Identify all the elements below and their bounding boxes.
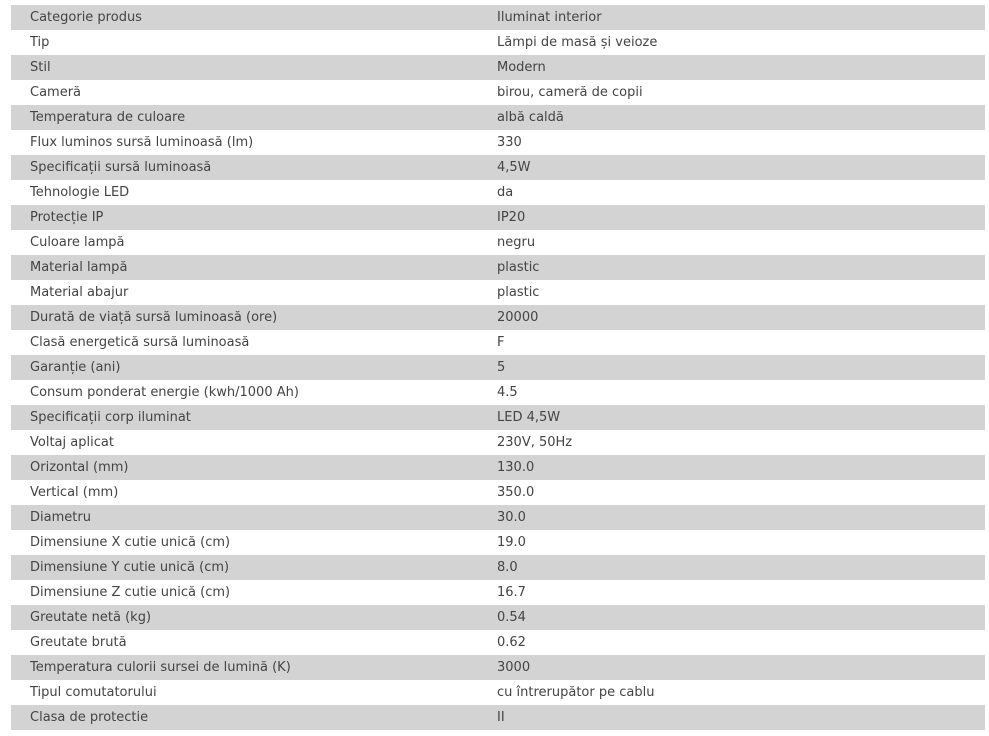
spec-row — [11, 455, 985, 480]
spec-value: 5 — [479, 355, 985, 380]
spec-row — [11, 180, 985, 205]
spec-label: Specificații sursă luminoasă — [11, 155, 479, 180]
spec-label: Material abajur — [11, 280, 479, 305]
spec-value: cu întrerupător pe cablu — [479, 680, 985, 705]
spec-value: 130.0 — [479, 455, 985, 480]
spec-value: 30.0 — [479, 505, 985, 530]
spec-label: Material lampă — [11, 255, 479, 280]
spec-label: Garanție (ani) — [11, 355, 479, 380]
spec-value: F — [479, 330, 985, 355]
spec-value: birou, cameră de copii — [479, 80, 985, 105]
spec-value: II — [479, 705, 985, 730]
spec-label: Tip — [11, 30, 479, 55]
spec-value: LED 4,5W — [479, 405, 985, 430]
spec-value: 350.0 — [479, 480, 985, 505]
spec-row — [11, 330, 985, 355]
spec-value: 16.7 — [479, 580, 985, 605]
spec-row — [11, 505, 985, 530]
spec-row — [11, 680, 985, 705]
spec-label: Durată de viață sursă luminoasă (ore) — [11, 305, 479, 330]
spec-label: Voltaj aplicat — [11, 430, 479, 455]
spec-row — [11, 430, 985, 455]
spec-label: Cameră — [11, 80, 479, 105]
spec-label: Dimensiune Y cutie unică (cm) — [11, 555, 479, 580]
spec-value: negru — [479, 230, 985, 255]
spec-row — [11, 405, 985, 430]
spec-value: 4.5 — [479, 380, 985, 405]
spec-value: 4,5W — [479, 155, 985, 180]
spec-row — [11, 580, 985, 605]
spec-value: 0.54 — [479, 605, 985, 630]
spec-row — [11, 655, 985, 680]
spec-row — [11, 280, 985, 305]
spec-label: Stil — [11, 55, 479, 80]
spec-row — [11, 55, 985, 80]
spec-row — [11, 205, 985, 230]
spec-label: Dimensiune Z cutie unică (cm) — [11, 580, 479, 605]
spec-value: IP20 — [479, 205, 985, 230]
spec-value: 0.62 — [479, 630, 985, 655]
spec-value: 20000 — [479, 305, 985, 330]
spec-label: Clasa de protectie — [11, 705, 479, 730]
spec-label: Culoare lampă — [11, 230, 479, 255]
spec-row — [11, 5, 985, 30]
spec-label: Categorie produs — [11, 5, 479, 30]
spec-value: Lămpi de masă și veioze — [479, 30, 985, 55]
spec-label: Protecție IP — [11, 205, 479, 230]
spec-row — [11, 555, 985, 580]
spec-row — [11, 480, 985, 505]
spec-row — [11, 30, 985, 55]
spec-label: Consum ponderat energie (kwh/1000 Ah) — [11, 380, 479, 405]
spec-row — [11, 380, 985, 405]
specifications-table-body — [11, 5, 985, 730]
spec-label: Tipul comutatorului — [11, 680, 479, 705]
spec-label: Diametru — [11, 505, 479, 530]
spec-label: Greutate netă (kg) — [11, 605, 479, 630]
spec-row — [11, 605, 985, 630]
spec-value: Modern — [479, 55, 985, 80]
spec-value: 330 — [479, 130, 985, 155]
spec-value: Iluminat interior — [479, 5, 985, 30]
specifications-table — [11, 5, 985, 730]
spec-row — [11, 80, 985, 105]
spec-value: 3000 — [479, 655, 985, 680]
spec-value: plastic — [479, 255, 985, 280]
spec-row — [11, 530, 985, 555]
spec-label: Flux luminos sursă luminoasă (lm) — [11, 130, 479, 155]
spec-row — [11, 355, 985, 380]
spec-row — [11, 230, 985, 255]
spec-value: 19.0 — [479, 530, 985, 555]
spec-label: Temperatura culorii sursei de lumină (K) — [11, 655, 479, 680]
spec-value: plastic — [479, 280, 985, 305]
spec-label: Vertical (mm) — [11, 480, 479, 505]
spec-label: Clasă energetică sursă luminoasă — [11, 330, 479, 355]
spec-value: albă caldă — [479, 105, 985, 130]
spec-label: Orizontal (mm) — [11, 455, 479, 480]
spec-label: Temperatura de culoare — [11, 105, 479, 130]
spec-row — [11, 105, 985, 130]
spec-label: Tehnologie LED — [11, 180, 479, 205]
spec-label: Greutate brută — [11, 630, 479, 655]
spec-row — [11, 705, 985, 730]
spec-row — [11, 130, 985, 155]
spec-value: 8.0 — [479, 555, 985, 580]
spec-row — [11, 305, 985, 330]
spec-row — [11, 255, 985, 280]
spec-row — [11, 155, 985, 180]
spec-value: da — [479, 180, 985, 205]
spec-row — [11, 630, 985, 655]
spec-value: 230V, 50Hz — [479, 430, 985, 455]
spec-label: Dimensiune X cutie unică (cm) — [11, 530, 479, 555]
spec-label: Specificații corp iluminat — [11, 405, 479, 430]
